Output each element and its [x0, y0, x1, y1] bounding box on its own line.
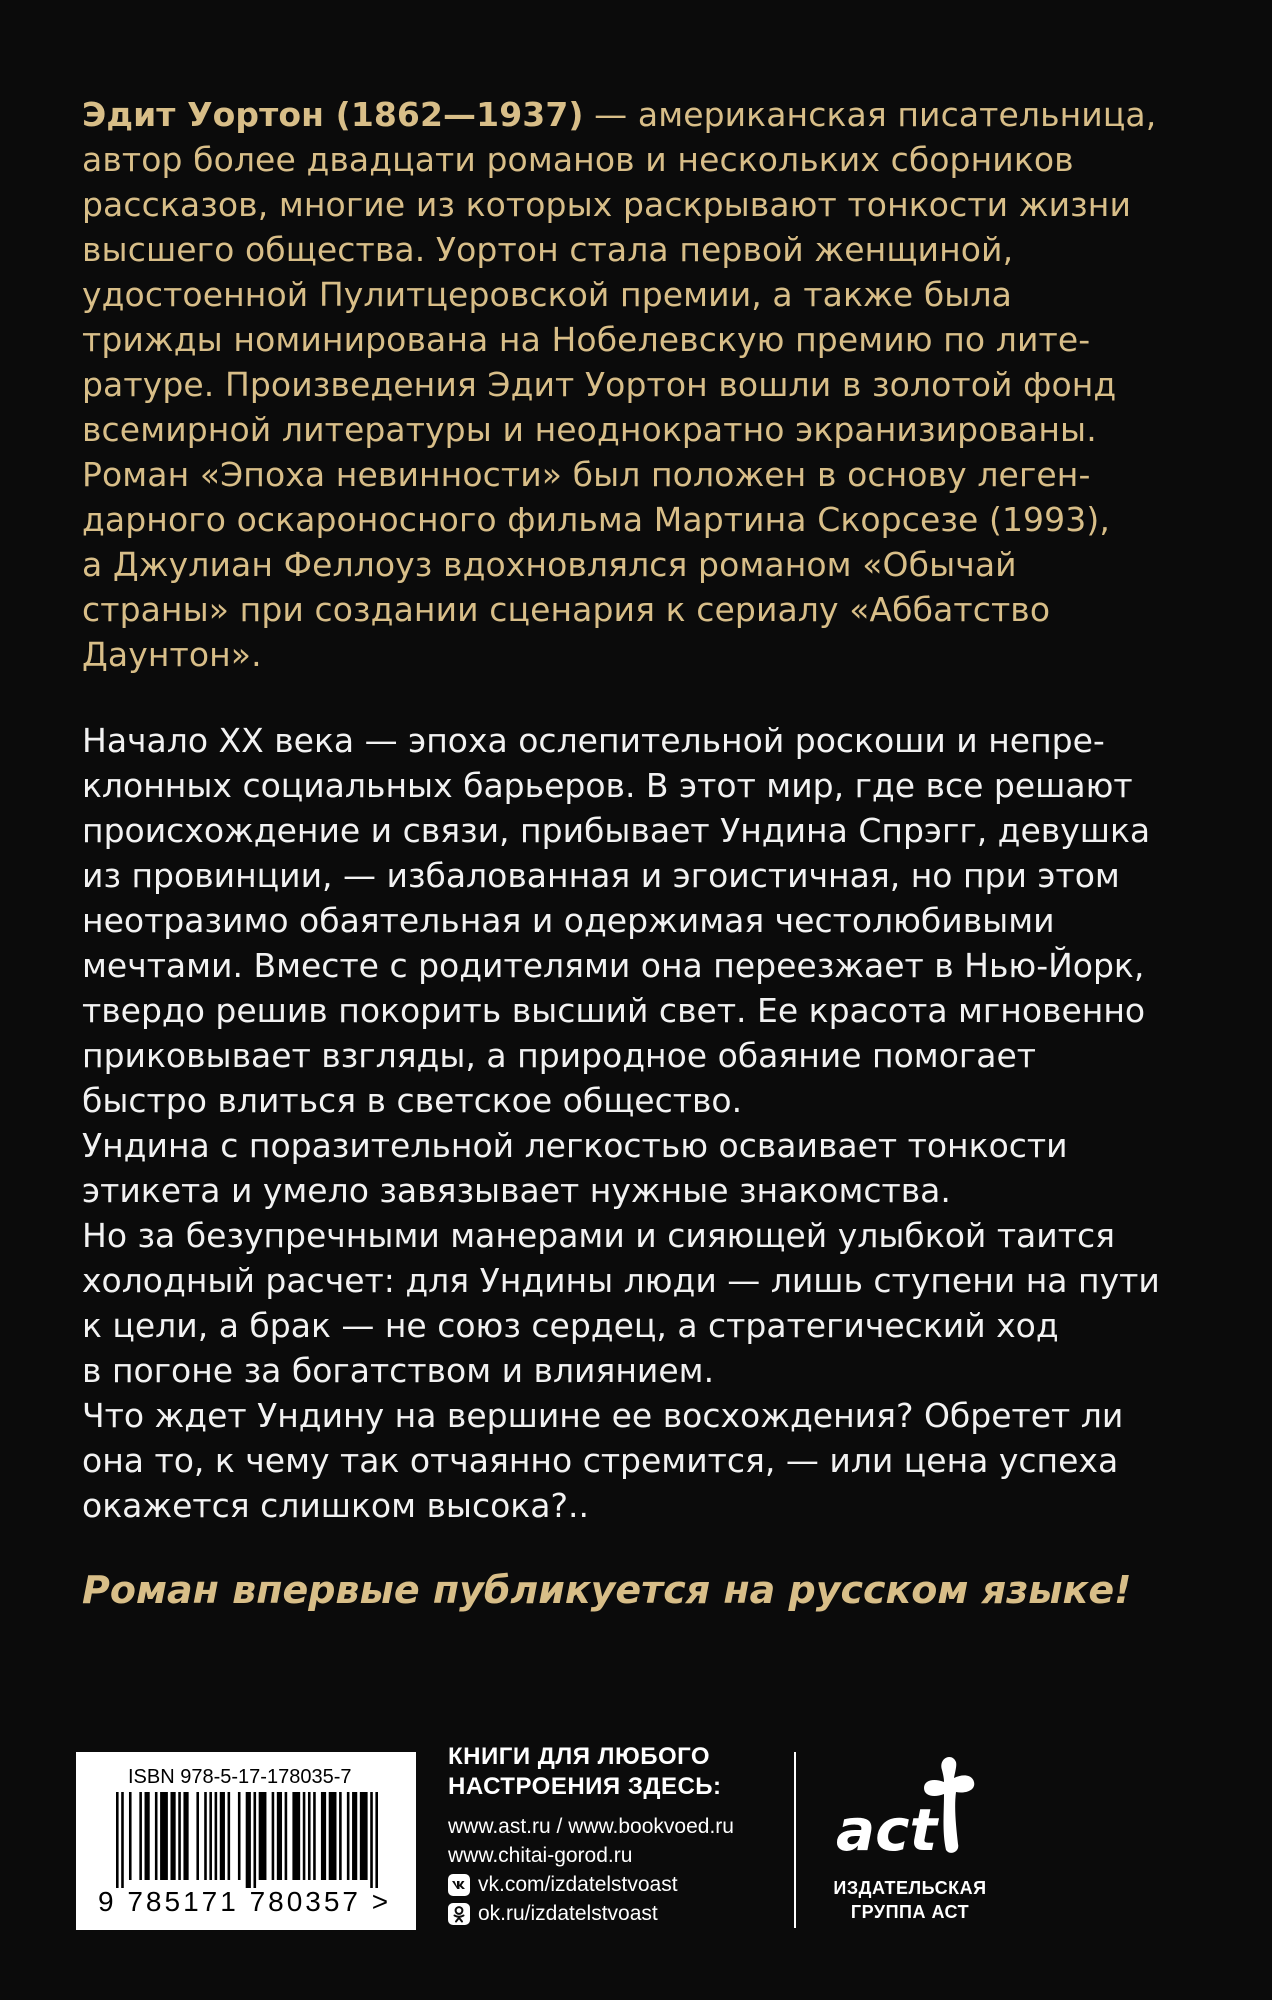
author-bio-line: ратуре. Произведения Эдит Уортон вошли в золотой фонд — [82, 365, 1117, 404]
author-bio-line: всемирной литературы и неоднократно экранизированы. — [82, 410, 1097, 449]
synopsis-line: в погоне за богатством и влиянием. — [82, 1351, 715, 1390]
author-bio-first-line — [82, 92, 1182, 137]
synopsis-line: твердо решив покорить высший свет. Ее красота мгновенно — [82, 991, 1146, 1030]
author-bio-line: Даунтон». — [82, 635, 262, 674]
synopsis-line: Начало XX века — эпоха ослепительной роскоши и непре- — [82, 721, 1105, 760]
barcode-bar — [329, 1792, 337, 1880]
barcode-bar — [183, 1792, 188, 1880]
synopsis-line: из провинции, — избалованная и эгоистичная, но при этом — [82, 856, 1120, 895]
barcode-bar — [220, 1792, 225, 1880]
publisher-name-line: ИЗДАТЕЛЬСКАЯ — [833, 1878, 987, 1898]
synopsis-line: Ундина с поразительной легкостью осваивает тонкости — [82, 1126, 1068, 1165]
author-bio — [82, 92, 1182, 677]
author-bio-line: автор более двадцати романов и нескольких сборников — [82, 140, 1074, 179]
synopsis-line: неотразимо обаятельная и одержимая честолюбивыми — [82, 901, 1055, 940]
author-bio-line: рассказов, многие из которых раскрывают тонкости жизни — [82, 185, 1132, 224]
store-links-heading-line: КНИГИ ДЛЯ ЛЮБОГО — [448, 1743, 711, 1770]
barcode-bar — [215, 1792, 218, 1880]
synopsis-line: окажется слишком высока?.. — [82, 1486, 589, 1525]
barcode-digits: 9 785171 780357 > — [98, 1886, 392, 1917]
synopsis-line: она то, к чему так отчаянно стремится, — или цена успеха — [82, 1441, 1119, 1480]
ok-link[interactable] — [448, 1899, 734, 1928]
publisher-name-line: ГРУППА АСТ — [850, 1902, 970, 1922]
barcode-bar — [129, 1792, 132, 1880]
barcode-bar — [308, 1792, 311, 1880]
vk-link-text: vk.com/izdatelstvoast — [478, 1873, 678, 1896]
synopsis-line: Но за безупречными манерами и сияющей улыбкой таится — [82, 1216, 1115, 1255]
isbn-number: ISBN 978-5-17-178035-7 — [128, 1766, 352, 1788]
barcode-bar — [352, 1792, 357, 1880]
ok-link-text: ok.ru/izdatelstvoast — [478, 1902, 658, 1925]
synopsis-line: к цели, а брак — не союз сердец, а стратегический ход — [82, 1306, 1059, 1345]
barcode-bar — [339, 1792, 342, 1880]
author-bio-line: страны» при создании сценария к сериалу «Аббатство — [82, 590, 1051, 629]
barcode-bar — [277, 1792, 282, 1880]
barcode-bar — [313, 1792, 316, 1880]
tagline: Роман впервые публикуется на русском языке! — [82, 1568, 1132, 1612]
publisher — [820, 1752, 1000, 1924]
synopsis-line: происхождение и связи, прибывает Ундина Спрэгг, девушка — [82, 811, 1151, 850]
synopsis-line: Что ждет Ундину на вершине ее восхождения? Обретет ли — [82, 1396, 1124, 1435]
vertical-divider — [794, 1752, 796, 1928]
site-link-chitai-gorod[interactable]: www.chitai-gorod.ru — [448, 1844, 633, 1867]
synopsis — [82, 718, 1182, 1528]
barcode-bar — [204, 1792, 207, 1880]
barcode-bar — [303, 1792, 306, 1880]
author-bio-first-line-rest: — американская писательница, — [583, 95, 1157, 134]
author-bio-line: Роман «Эпоха невинности» был положен в основу леген- — [82, 455, 1091, 494]
barcode-bar — [375, 1792, 378, 1888]
synopsis-line: мечтами. Вместе с родителями она переезжает в Нью-Йорк, — [82, 946, 1145, 985]
publisher-name — [820, 1876, 1000, 1924]
barcode-bar — [321, 1792, 326, 1880]
barcode-bar — [196, 1792, 199, 1880]
author-bio-line: дарного оскароносного фильма Мартина Скорсезе (1993), — [82, 500, 1110, 539]
odnoklassniki-icon — [448, 1903, 470, 1925]
synopsis-line: холодный расчет: для Ундины люди — лишь ступени на пути — [82, 1261, 1160, 1300]
ast-logo-text: act — [836, 1796, 938, 1864]
barcode-bar — [139, 1792, 142, 1880]
barcode-bar — [170, 1792, 175, 1880]
author-bio-line: а Джулиан Феллоуз вдохновлялся романом «Обычай — [82, 545, 1017, 584]
barcode-bar — [272, 1792, 275, 1880]
barcode-bar — [259, 1792, 267, 1880]
barcode-bars — [116, 1792, 378, 1888]
barcode-bar — [121, 1792, 124, 1888]
barcode-bar — [246, 1792, 251, 1888]
barcode-bar — [370, 1792, 373, 1888]
synopsis-line: приковывает взгляды, а природное обаяние помогает — [82, 1036, 1036, 1075]
barcode-bar — [238, 1792, 241, 1880]
site-links-row[interactable]: www.ast.ru / www.bookvoed.ru — [448, 1815, 734, 1838]
barcode-bar — [160, 1792, 168, 1880]
barcode-bar — [228, 1792, 231, 1880]
store-links-heading — [448, 1742, 734, 1802]
barcode-bar — [347, 1792, 350, 1880]
author-bio-line: удостоенной Пулитцеровской премии, а также была — [82, 275, 1012, 314]
barcode-bar — [209, 1792, 212, 1880]
ast-logo-icon — [830, 1752, 990, 1870]
barcode-bar — [253, 1792, 256, 1888]
synopsis-line: клонных социальных барьеров. В этот мир, где все решают — [82, 766, 1133, 805]
barcode-bar — [155, 1792, 158, 1880]
store-links — [448, 1742, 734, 1928]
author-name: Эдит Уортон (1862—1937) — [82, 95, 584, 134]
author-bio-line: трижды номинирована на Нобелевскую премию по лите- — [82, 320, 1091, 359]
author-bio-line: высшего общества. Уортон стала первой женщиной, — [82, 230, 1014, 269]
barcode-bar — [116, 1792, 119, 1888]
vk-link[interactable] — [448, 1870, 734, 1899]
barcode-bar — [292, 1792, 300, 1880]
synopsis-line: быстро влиться в светское общество. — [82, 1081, 743, 1120]
isbn-barcode — [76, 1752, 416, 1930]
vk-icon — [448, 1874, 470, 1896]
barcode-bar — [360, 1792, 368, 1880]
store-links-heading-line: НАСТРОЕНИЯ ЗДЕСЬ: — [448, 1773, 722, 1800]
store-links-list — [448, 1812, 734, 1928]
barcode-bar — [285, 1792, 288, 1880]
barcode-bar — [178, 1792, 181, 1880]
barcode-bar — [145, 1792, 150, 1880]
synopsis-line: этикета и умело завязывает нужные знакомства. — [82, 1171, 951, 1210]
